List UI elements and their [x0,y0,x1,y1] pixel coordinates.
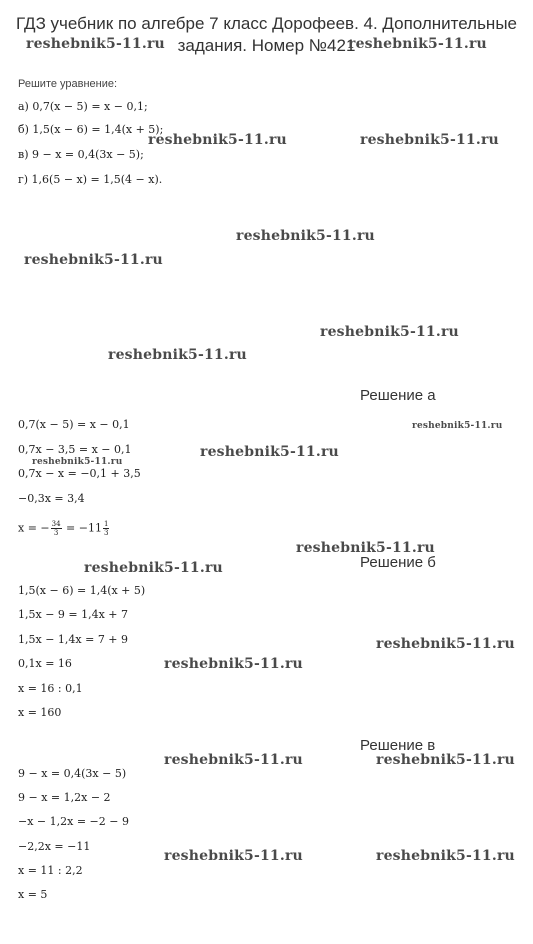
watermark: reshebnik5-11.ru [348,36,487,52]
solution-c-step: 9 − x = 1,2x − 2 [18,791,111,804]
solution-a-final [18,520,110,537]
task-item-d: г) 1,6(5 − x) = 1,5(4 − x). [18,173,163,186]
watermark: reshebnik5-11.ru [376,848,515,864]
solution-b-step: 1,5x − 1,4x = 7 + 9 [18,633,129,646]
page-title-line2: задания. Номер №421 [177,36,356,55]
watermark: reshebnik5-11.ru [320,324,459,340]
watermark: reshebnik5-11.ru [236,228,375,244]
fraction-num: 34 [51,520,61,528]
fraction [51,520,62,537]
solution-a-step: −0,3x = 3,4 [18,492,85,505]
watermark: reshebnik5-11.ru [26,36,165,52]
watermark: reshebnik5-11.ru [360,132,499,148]
watermark: reshebnik5-11.ru [84,560,223,576]
task-item-a: а) 0,7(x − 5) = x − 0,1; [18,100,148,113]
solution-b-step: 1,5x − 9 = 1,4x + 7 [18,608,129,621]
task-item-c: в) 9 − x = 0,4(3x − 5); [18,148,144,161]
watermark: reshebnik5-11.ru [108,347,247,363]
watermark: reshebnik5-11.ru [376,636,515,652]
solution-b-step: x = 160 [18,706,62,719]
watermark: reshebnik5-11.ru [412,421,503,431]
solution-a-heading: Решение а [360,387,436,404]
watermark: reshebnik5-11.ru [24,252,163,268]
final-prefix: x = − [18,521,50,535]
fraction-num: 1 [104,520,109,528]
task-instruction: Решите уравнение: [18,78,118,90]
solution-b-step: 0,1x = 16 [18,657,72,670]
solution-c-step: 9 − x = 0,4(3x − 5) [18,767,127,780]
solution-c-step: −2,2x = −11 [18,840,91,853]
fraction-den: 3 [104,529,109,537]
final-mid: = −11 [62,521,102,535]
solution-c-step: x = 11 : 2,2 [18,864,83,877]
solution-b-step: 1,5(x − 6) = 1,4(x + 5) [18,584,146,597]
watermark: reshebnik5-11.ru [164,848,303,864]
solution-a-step: 0,7(x − 5) = x − 0,1 [18,418,130,431]
task-item-b: б) 1,5(x − 6) = 1,4(x + 5); [18,123,164,136]
watermark: reshebnik5-11.ru [164,656,303,672]
watermark: reshebnik5-11.ru [200,444,339,460]
solution-c-heading: Решение в [360,737,436,754]
page-title-line1: ГДЗ учебник по алгебре 7 класс Дорофеев. 4. Дополнительные [15,14,517,33]
fraction-den: 3 [53,529,59,537]
watermark: reshebnik5-11.ru [376,752,515,768]
watermark: reshebnik5-11.ru [32,457,123,467]
solution-a-step: 0,7x − x = −0,1 + 3,5 [18,467,141,480]
watermark: reshebnik5-11.ru [148,132,287,148]
watermark: reshebnik5-11.ru [296,540,435,556]
solution-b-step: x = 16 : 0,1 [18,682,83,695]
fraction [103,520,109,537]
solution-a-step: 0,7x − 3,5 = x − 0,1 [18,443,132,456]
solution-b-heading: Решение б [360,554,436,571]
solution-c-step: −x − 1,2x = −2 − 9 [18,815,129,828]
solution-c-step: x = 5 [18,888,48,901]
watermark: reshebnik5-11.ru [164,752,303,768]
